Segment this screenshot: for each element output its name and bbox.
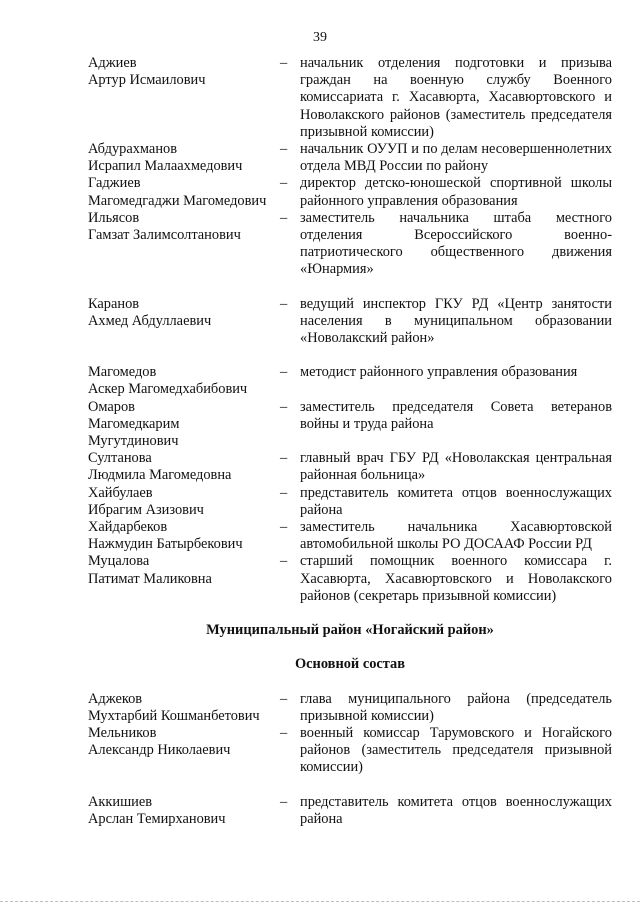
member-name-line: Ахмед Абдуллаевич [88, 312, 212, 329]
member-name-line: Магомедкарим [88, 415, 180, 432]
member-entry [88, 725, 612, 777]
member-entry [88, 485, 612, 519]
member-name [88, 725, 280, 759]
member-entry [88, 450, 612, 484]
dash-separator: – [280, 175, 288, 192]
member-name-line: Магомедгаджи Магомедович [88, 192, 267, 209]
member-name [88, 519, 280, 553]
member-role: главный врач ГБУ РД «Новолакская центральная районная больница» [300, 450, 612, 484]
member-name-line: Патимат Маликовна [88, 570, 212, 587]
member-name [88, 210, 280, 244]
member-role: военный комиссар Тарумовского и Ногайского районов (заместитель председателя призывной комиссии) [300, 724, 612, 776]
dash-separator: – [280, 553, 288, 570]
member-entry [88, 364, 612, 398]
page-number: 39 [313, 30, 327, 45]
dash-separator: – [280, 450, 288, 467]
member-entry [88, 794, 612, 828]
dash-separator: – [280, 141, 288, 158]
member-role: представитель комитета отцов военнослужащих района [300, 793, 612, 827]
member-entry [88, 399, 612, 451]
member-entry [88, 691, 612, 725]
scan-edge-divider [0, 901, 640, 902]
member-name-line: Мухтарбий Кошманбетович [88, 707, 260, 724]
dash-separator: – [280, 519, 288, 536]
member-name [88, 55, 280, 89]
member-role: заместитель председателя Совета ветеранов войны и труда района [300, 398, 612, 432]
member-name-line: Людмила Магомедовна [88, 467, 232, 484]
member-entry [88, 175, 612, 209]
member-name-line: Мельников [88, 724, 157, 741]
section-title: Муниципальный район «Ногайский район» [206, 622, 494, 639]
member-role: директор детско-юношеской спортивной школы районного управления образования [300, 175, 612, 209]
member-name-line: Омаров [88, 398, 135, 415]
member-name-line: Гамзат Залимсолтанович [88, 227, 241, 244]
member-name-line: Артур Исмаилович [88, 72, 206, 89]
member-name-line: Муцалова [88, 553, 150, 570]
member-role: ведущий инспектор ГКУ РД «Центр занятости населения в муниципальном образовании «Новолакский район» [300, 295, 612, 347]
member-role: старший помощник военного комиссара г. Хасавюрта, Хасавюртовского и Новолакского районов (секретарь призывной комиссии) [300, 553, 612, 604]
member-name [88, 450, 280, 484]
member-role: глава муниципального района (председатель призывной комиссии) [300, 690, 612, 724]
member-role: заместитель начальника Хасавюртовской автомобильной школы РО ДОСААФ России РД [300, 519, 612, 553]
member-name [88, 485, 280, 519]
entries-bottom [88, 691, 612, 828]
member-name-line: Гаджиев [88, 175, 141, 192]
dash-separator: – [280, 364, 288, 381]
member-role: начальник ОУУП и по делам несовершеннолетних отдела МВД России по району [300, 141, 612, 175]
member-role: заместитель начальника штаба местного отделения Всероссийского военно-патриотического общественного движения «Юнармия» [300, 209, 612, 278]
member-name-line: Мугутдинович [88, 433, 179, 450]
member-name-line: Хайбулаев [88, 484, 153, 501]
member-name-line: Аскер Магомедхабибович [88, 381, 248, 398]
member-name-line: Аджиев [88, 55, 137, 71]
member-name-line: Султанова [88, 450, 152, 467]
member-name-line: Каранов [88, 295, 140, 312]
dash-separator: – [280, 209, 288, 226]
member-name [88, 553, 280, 587]
member-name [88, 794, 280, 828]
member-name-line: Магомедов [88, 364, 157, 381]
dash-separator: – [280, 724, 288, 741]
member-entry [88, 519, 612, 553]
member-name-line: Нажмудин Батырбекович [88, 536, 243, 553]
subsection-title: Основной состав [294, 656, 406, 673]
member-name [88, 364, 280, 398]
member-entry [88, 296, 612, 348]
member-role: начальник отделения подготовки и призыва граждан на военную службу Военного комиссариата г. Хасавюрта, Хасавюртовского и Новолакского районов (заместитель председателя призывной комиссии) [300, 55, 612, 140]
dash-separator: – [280, 398, 288, 415]
member-entry [88, 55, 612, 141]
member-name [88, 399, 280, 451]
entries-top [88, 55, 612, 605]
member-name-line: Аккишиев [88, 793, 153, 810]
member-name-line: Арслан Темирханович [88, 810, 226, 827]
member-name [88, 141, 280, 175]
member-name [88, 296, 280, 330]
member-name-line: Исрапил Малаахмедович [88, 158, 243, 175]
dash-separator: – [280, 690, 288, 707]
member-name-line: Аджеков [88, 690, 143, 707]
member-role: представитель комитета отцов военнослужащих района [300, 484, 612, 518]
member-name-line: Хайдарбеков [88, 519, 168, 536]
member-entry [88, 141, 612, 175]
member-entry [88, 210, 612, 279]
commission-list [88, 55, 612, 828]
dash-separator: – [280, 484, 288, 501]
dash-separator: – [280, 793, 288, 810]
dash-separator: – [280, 55, 288, 71]
member-name-line: Александр Николаевич [88, 742, 231, 759]
member-role: методист районного управления образования [300, 364, 578, 381]
member-name [88, 175, 280, 209]
member-entry [88, 553, 612, 605]
member-name [88, 691, 280, 725]
dash-separator: – [280, 295, 288, 312]
member-name-line: Ильясов [88, 209, 140, 226]
member-name-line: Ибрагим Азизович [88, 501, 204, 518]
member-name-line: Абдурахманов [88, 141, 178, 158]
